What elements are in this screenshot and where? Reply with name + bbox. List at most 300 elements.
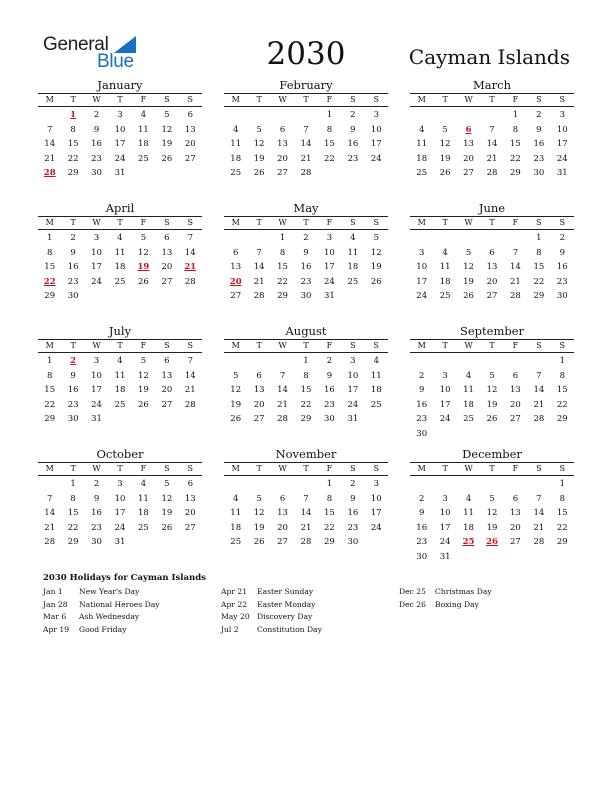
day-cell: 23 <box>67 276 79 287</box>
day-cell: 14 <box>300 508 312 519</box>
empty-day-cell <box>179 289 202 304</box>
weekday-label: T <box>442 464 448 473</box>
weekday-label: F <box>326 341 333 350</box>
day-cell: 15 <box>510 139 521 150</box>
day-cell: 6 <box>279 124 286 135</box>
month-february <box>224 78 388 185</box>
day-cell: 7 <box>489 124 495 135</box>
weekday-label: S <box>187 218 194 227</box>
month-name: December <box>462 447 522 461</box>
weekday-header <box>410 93 574 107</box>
day-cell: 6 <box>489 247 495 258</box>
day-cell: 28 <box>486 168 498 179</box>
day-cell: 3 <box>117 110 123 120</box>
day-cell: 12 <box>253 139 265 150</box>
day-cell: 5 <box>164 479 170 489</box>
day-cell: 15 <box>44 262 56 273</box>
month-november <box>224 447 388 554</box>
month-july <box>38 324 202 431</box>
weekday-label: M <box>417 464 426 473</box>
day-cell: 3 <box>419 247 425 258</box>
month-january <box>38 78 202 185</box>
weekday-label: S <box>350 95 356 104</box>
weekday-label: F <box>140 218 147 227</box>
country-title: Cayman Islands <box>408 45 570 69</box>
day-cell: 9 <box>93 124 100 135</box>
day-cell: 9 <box>326 370 333 381</box>
day-cell: 12 <box>138 247 149 258</box>
day-cell: 28 <box>300 537 312 548</box>
day-cell: 1 <box>536 233 542 243</box>
empty-day-cell <box>527 354 550 369</box>
day-cell: 13 <box>277 508 288 519</box>
weekday-label: S <box>559 464 566 473</box>
empty-day-cell <box>155 289 178 304</box>
month-name: June <box>478 201 506 215</box>
empty-day-cell <box>132 412 155 427</box>
weekday-label: S <box>559 218 566 227</box>
weekday-header <box>38 462 202 476</box>
weekday-label: T <box>303 464 309 473</box>
holiday-entry <box>43 586 221 599</box>
day-cell: 2 <box>350 110 356 120</box>
day-cell: 30 <box>416 428 428 439</box>
weekday-label: M <box>45 341 54 350</box>
day-cell: 17 <box>370 139 382 150</box>
day-cell: 21 <box>277 399 288 410</box>
days-grid <box>224 477 388 550</box>
day-cell: 23 <box>556 276 568 287</box>
day-cell: 31 <box>114 537 126 548</box>
month-march <box>410 78 574 185</box>
day-cell: 25 <box>230 168 242 179</box>
day-cell: 3 <box>93 233 100 243</box>
day-cell: 30 <box>324 414 335 425</box>
day-cell: 9 <box>419 385 425 396</box>
day-cell: 22 <box>510 153 521 164</box>
days-grid <box>38 108 202 181</box>
day-cell: 16 <box>324 385 335 396</box>
month-name: July <box>108 324 132 338</box>
day-cell: 19 <box>370 262 382 273</box>
day-cell: 16 <box>91 508 102 519</box>
day-cell: 14 <box>44 508 56 519</box>
day-cell: 27 <box>161 276 173 287</box>
day-cell: 24 <box>91 399 102 410</box>
day-cell: 20 <box>510 522 521 533</box>
day-cell: 11 <box>347 247 359 258</box>
day-cell: 3 <box>93 356 100 366</box>
day-cell: 4 <box>117 356 123 366</box>
day-cell: 11 <box>230 139 242 150</box>
empty-day-cell <box>179 412 202 427</box>
weekday-label: T <box>256 341 262 350</box>
days-grid <box>410 108 574 181</box>
day-cell: 20 <box>486 276 498 287</box>
empty-day-cell <box>457 477 480 492</box>
day-cell: 27 <box>184 153 196 164</box>
weekday-label: W <box>278 218 287 227</box>
day-cell: 5 <box>140 233 147 243</box>
holiday-day-cell: 2 <box>70 356 77 366</box>
day-cell: 3 <box>117 479 123 489</box>
day-cell: 7 <box>303 493 309 504</box>
empty-day-cell <box>433 427 456 442</box>
weekday-label: T <box>489 218 495 227</box>
holiday-date: Apr 21 <box>221 587 248 596</box>
day-cell: 29 <box>556 537 568 548</box>
day-cell: 25 <box>114 276 126 287</box>
day-cell: 28 <box>533 414 545 425</box>
day-cell: 30 <box>533 168 545 179</box>
day-cell: 23 <box>67 399 79 410</box>
day-cell: 15 <box>556 385 568 396</box>
day-cell: 14 <box>184 247 196 258</box>
day-cell: 24 <box>114 153 126 164</box>
day-cell: 21 <box>300 153 312 164</box>
weekday-label: T <box>70 95 76 104</box>
empty-day-cell <box>365 166 388 181</box>
day-cell: 17 <box>439 522 451 533</box>
day-cell: 19 <box>439 153 451 164</box>
day-cell: 2 <box>326 356 333 366</box>
day-cell: 10 <box>439 385 451 396</box>
day-cell: 16 <box>533 139 545 150</box>
day-cell: 26 <box>161 522 173 533</box>
day-cell: 31 <box>347 414 359 425</box>
day-cell: 1 <box>326 110 333 120</box>
day-cell: 8 <box>536 247 542 258</box>
day-cell: 29 <box>67 168 79 179</box>
holiday-name: Easter Sunday <box>257 587 314 596</box>
day-cell: 31 <box>114 168 126 179</box>
day-cell: 18 <box>463 399 474 410</box>
day-cell: 23 <box>416 537 428 548</box>
day-cell: 4 <box>233 124 239 135</box>
day-cell: 22 <box>324 522 335 533</box>
empty-day-cell <box>38 477 61 492</box>
day-cell: 27 <box>277 537 288 548</box>
day-cell: 2 <box>536 110 542 120</box>
empty-day-cell <box>504 354 527 369</box>
empty-day-cell <box>155 412 178 427</box>
day-cell: 27 <box>253 414 265 425</box>
holiday-name: Discovery Day <box>257 612 313 622</box>
day-cell: 12 <box>439 139 451 150</box>
day-cell: 2 <box>419 493 425 504</box>
empty-day-cell <box>457 550 480 565</box>
empty-day-cell <box>341 166 364 181</box>
day-cell: 27 <box>161 399 173 410</box>
weekday-label: M <box>417 218 426 227</box>
day-cell: 9 <box>559 247 565 258</box>
day-cell: 6 <box>187 110 193 120</box>
month-name: March <box>473 78 511 92</box>
day-cell: 6 <box>187 479 193 489</box>
day-cell: 21 <box>533 399 545 410</box>
day-cell: 1 <box>303 356 309 366</box>
day-cell: 5 <box>373 233 379 243</box>
day-cell: 21 <box>510 276 521 287</box>
day-cell: 15 <box>67 139 79 150</box>
day-cell: 12 <box>161 493 173 504</box>
weekday-label: S <box>536 464 542 473</box>
day-cell: 20 <box>184 139 196 150</box>
day-cell: 25 <box>370 399 382 410</box>
day-cell: 11 <box>114 247 126 258</box>
empty-day-cell <box>504 427 527 442</box>
day-cell: 5 <box>489 370 495 381</box>
day-cell: 31 <box>91 414 102 425</box>
day-cell: 11 <box>138 124 149 135</box>
day-cell: 10 <box>370 493 382 504</box>
empty-day-cell <box>480 231 503 246</box>
day-cell: 25 <box>416 168 428 179</box>
day-cell: 29 <box>510 168 521 179</box>
day-cell: 10 <box>416 262 428 273</box>
day-cell: 3 <box>442 370 448 381</box>
empty-day-cell <box>224 108 247 123</box>
empty-day-cell <box>294 477 317 492</box>
day-cell: 18 <box>138 508 149 519</box>
day-cell: 3 <box>326 233 333 243</box>
day-cell: 6 <box>164 233 170 243</box>
day-cell: 5 <box>256 124 262 135</box>
empty-day-cell <box>480 477 503 492</box>
day-cell: 24 <box>114 522 126 533</box>
holiday-day-cell: 6 <box>465 124 472 135</box>
day-cell: 14 <box>300 139 312 150</box>
days-grid <box>410 231 574 304</box>
weekday-label: S <box>536 341 542 350</box>
day-cell: 31 <box>324 291 335 302</box>
day-cell: 22 <box>556 399 568 410</box>
day-cell: 10 <box>556 124 568 135</box>
day-cell: 18 <box>114 262 126 273</box>
empty-day-cell <box>132 166 155 181</box>
day-cell: 4 <box>350 233 356 243</box>
empty-day-cell <box>179 535 202 550</box>
day-cell: 13 <box>184 124 196 135</box>
weekday-header <box>38 93 202 107</box>
day-cell: 29 <box>300 414 312 425</box>
weekday-label: S <box>164 464 170 473</box>
day-cell: 7 <box>187 233 193 243</box>
day-cell: 20 <box>277 522 288 533</box>
day-cell: 4 <box>373 356 379 366</box>
day-cell: 30 <box>347 537 359 548</box>
day-cell: 27 <box>486 291 498 302</box>
weekday-label: M <box>45 218 54 227</box>
day-cell: 4 <box>419 124 425 135</box>
day-cell: 8 <box>47 370 53 381</box>
day-cell: 9 <box>536 124 542 135</box>
day-cell: 31 <box>439 551 451 562</box>
holiday-date: Mar 6 <box>43 612 67 622</box>
day-cell: 4 <box>117 233 123 243</box>
day-cell: 30 <box>91 537 102 548</box>
weekday-label: F <box>140 464 147 473</box>
day-cell: 25 <box>347 276 359 287</box>
day-cell: 12 <box>230 385 242 396</box>
weekday-label: M <box>231 218 240 227</box>
empty-day-cell <box>504 231 527 246</box>
holiday-day-cell: 21 <box>184 262 197 273</box>
day-cell: 10 <box>347 370 359 381</box>
day-cell: 28 <box>510 291 521 302</box>
day-cell: 28 <box>184 399 196 410</box>
empty-day-cell <box>38 108 61 123</box>
month-may <box>224 201 388 308</box>
day-cell: 24 <box>91 276 102 287</box>
day-cell: 6 <box>279 493 286 504</box>
month-name: February <box>279 78 333 92</box>
day-cell: 2 <box>350 479 356 489</box>
day-cell: 30 <box>67 414 79 425</box>
day-cell: 13 <box>277 139 288 150</box>
day-cell: 11 <box>370 370 382 381</box>
weekday-label: M <box>45 464 54 473</box>
holiday-date: Dec 26 <box>399 599 426 609</box>
day-cell: 11 <box>230 508 242 519</box>
weekday-header <box>38 339 202 353</box>
days-grid <box>38 231 202 304</box>
day-cell: 23 <box>91 153 102 164</box>
day-cell: 5 <box>489 493 495 504</box>
day-cell: 15 <box>67 508 79 519</box>
month-name: May <box>293 201 319 215</box>
empty-day-cell <box>155 535 178 550</box>
weekday-label: F <box>140 341 147 350</box>
holiday-day-cell: 22 <box>43 276 56 287</box>
day-cell: 24 <box>324 276 335 287</box>
day-cell: 6 <box>512 370 519 381</box>
day-cell: 23 <box>416 414 428 425</box>
weekday-label: W <box>92 341 101 350</box>
day-cell: 5 <box>140 356 147 366</box>
day-cell: 20 <box>463 153 474 164</box>
day-cell: 10 <box>91 370 102 381</box>
day-cell: 10 <box>324 247 335 258</box>
empty-day-cell <box>410 354 433 369</box>
day-cell: 30 <box>556 291 568 302</box>
empty-day-cell <box>108 289 131 304</box>
empty-day-cell <box>480 427 503 442</box>
day-cell: 9 <box>419 508 425 519</box>
days-grid <box>410 354 574 442</box>
holiday-name: Constitution Day <box>257 624 322 634</box>
empty-day-cell <box>224 477 247 492</box>
empty-day-cell <box>271 354 294 369</box>
weekday-label: S <box>559 95 566 104</box>
day-cell: 12 <box>486 508 498 519</box>
day-cell: 7 <box>279 370 286 381</box>
day-cell: 6 <box>512 493 519 504</box>
weekday-label: S <box>164 341 170 350</box>
day-cell: 29 <box>44 291 56 302</box>
day-cell: 17 <box>91 385 102 396</box>
day-cell: 1 <box>559 479 565 489</box>
day-cell: 11 <box>416 139 428 150</box>
day-cell: 23 <box>91 522 102 533</box>
day-cell: 16 <box>556 262 568 273</box>
day-cell: 5 <box>256 493 262 504</box>
holidays-columns <box>43 586 583 636</box>
day-cell: 9 <box>93 493 100 504</box>
day-cell: 27 <box>277 168 288 179</box>
empty-day-cell <box>410 231 433 246</box>
month-name: April <box>105 201 135 215</box>
weekday-label: W <box>464 95 473 104</box>
day-cell: 13 <box>486 262 498 273</box>
day-cell: 25 <box>138 153 149 164</box>
weekday-label: T <box>489 95 495 104</box>
day-cell: 23 <box>347 522 359 533</box>
day-cell: 7 <box>536 370 542 381</box>
day-cell: 24 <box>439 414 451 425</box>
day-cell: 21 <box>184 385 196 396</box>
empty-day-cell <box>365 289 388 304</box>
empty-day-cell <box>527 550 550 565</box>
day-cell: 21 <box>533 522 545 533</box>
empty-day-cell <box>365 412 388 427</box>
holiday-date: Apr 19 <box>43 624 70 634</box>
day-cell: 27 <box>510 414 521 425</box>
empty-day-cell <box>85 289 108 304</box>
day-cell: 22 <box>556 522 568 533</box>
day-cell: 14 <box>510 262 521 273</box>
day-cell: 8 <box>559 370 565 381</box>
day-cell: 20 <box>184 508 196 519</box>
day-cell: 11 <box>138 493 149 504</box>
weekday-label: S <box>373 95 380 104</box>
day-cell: 20 <box>253 399 265 410</box>
month-december <box>410 447 574 562</box>
day-cell: 14 <box>533 508 545 519</box>
empty-day-cell <box>551 550 574 565</box>
empty-day-cell <box>224 231 247 246</box>
weekday-label: W <box>464 464 473 473</box>
holiday-name: Christmas Day <box>435 587 492 596</box>
day-cell: 4 <box>442 247 448 258</box>
day-cell: 15 <box>324 508 335 519</box>
day-cell: 25 <box>114 399 126 410</box>
empty-day-cell <box>480 550 503 565</box>
day-cell: 18 <box>439 276 451 287</box>
day-cell: 26 <box>253 168 265 179</box>
day-cell: 2 <box>93 110 100 120</box>
weekday-label: S <box>350 218 356 227</box>
day-cell: 5 <box>442 124 448 135</box>
weekday-label: F <box>326 464 333 473</box>
day-cell: 14 <box>253 262 265 273</box>
day-cell: 19 <box>161 508 173 519</box>
day-cell: 11 <box>114 370 126 381</box>
holiday-day-cell: 1 <box>70 110 77 120</box>
empty-day-cell <box>480 354 503 369</box>
day-cell: 22 <box>324 153 335 164</box>
day-cell: 23 <box>324 399 335 410</box>
weekday-label: S <box>559 341 566 350</box>
holiday-column <box>399 586 577 636</box>
weekday-label: S <box>164 218 170 227</box>
day-cell: 19 <box>463 276 474 287</box>
month-name: November <box>275 447 337 461</box>
day-cell: 7 <box>47 124 53 135</box>
weekday-label: S <box>373 341 380 350</box>
weekday-label: F <box>512 218 519 227</box>
weekday-label: S <box>187 464 194 473</box>
